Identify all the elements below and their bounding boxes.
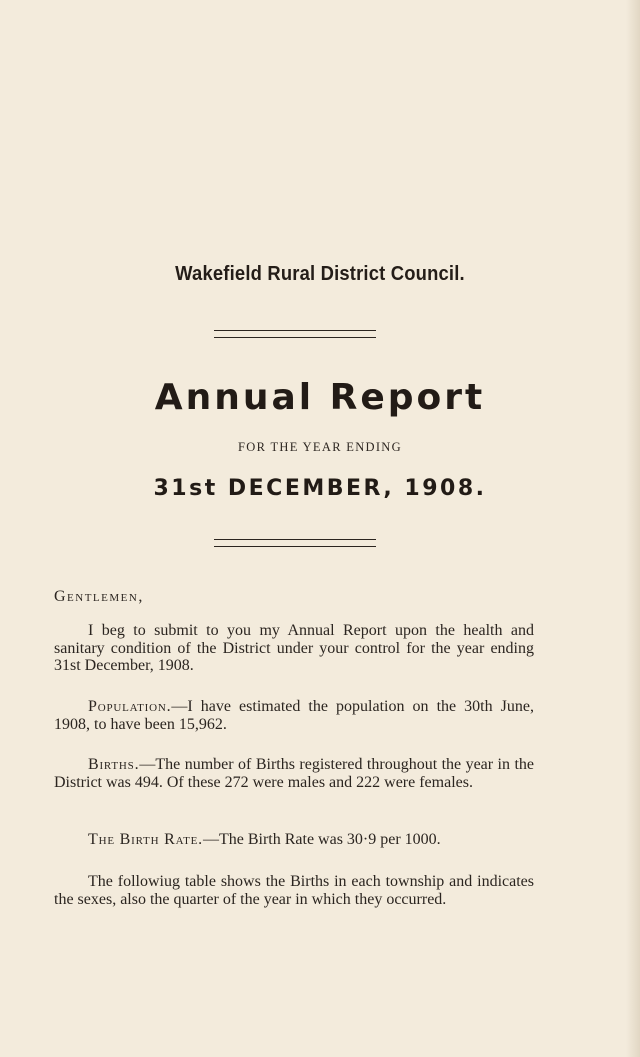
- council-name: Wakefield Rural District Council.: [175, 263, 465, 285]
- page-edge-shadow: [626, 0, 640, 1057]
- population-paragraph: [54, 698, 534, 733]
- report-subtitle: FOR THE YEAR ENDING: [238, 440, 402, 454]
- double-rule-bottom: [214, 539, 376, 547]
- births-heading: Births.: [88, 756, 140, 773]
- report-title: Annual Report: [154, 377, 486, 418]
- table-intro-paragraph: [54, 873, 534, 908]
- double-rule-top: [214, 330, 376, 338]
- table-intro-text: The followiug table shows the Births in each township and indicates the sexes, also the quarter of the year in which they occurred.: [54, 873, 534, 908]
- births-text: —The number of Births registered throughout the year in the District was 494. Of these 272 were males and 222 were females.: [54, 756, 534, 791]
- birth-rate-text: —The Birth Rate was 30·9 per 1000.: [202, 831, 441, 848]
- intro-paragraph: [54, 622, 534, 675]
- population-heading: Population.: [88, 698, 172, 715]
- population-text: —I have estimated the population on the 30th June, 1908, to have been 15,962.: [54, 698, 534, 733]
- report-date: 31st DECEMBER, 1908.: [153, 476, 487, 501]
- intro-text: I beg to submit to you my Annual Report upon the health and sanitary condition of the District under your control for the year ending 31st December, 1908.: [54, 622, 534, 675]
- birth-rate-heading: The Birth Rate.: [88, 831, 203, 848]
- births-paragraph: [54, 756, 534, 791]
- salutation: Gentlemen,: [54, 588, 144, 605]
- birth-rate-paragraph: [54, 831, 534, 849]
